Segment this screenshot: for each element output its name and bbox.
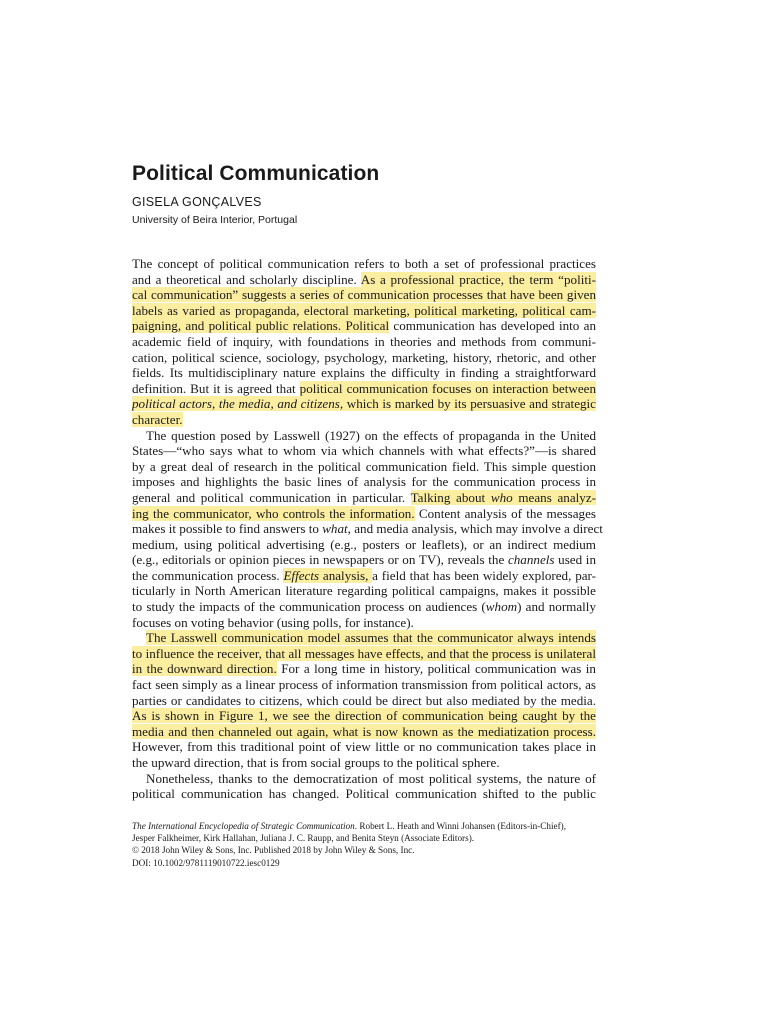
article-body [132,256,603,802]
body-line [132,786,596,802]
author-name: GISELA GONÇALVES [132,195,262,209]
body-line [132,583,596,599]
encyclopedia-title: The International Encyclopedia of Strategic Communication [132,821,355,831]
body-text-segment: States—“who says what to whom via which channels with what effects?”—is shared [132,443,596,459]
body-text-segment: definition. But it is agreed that [132,380,300,396]
highlighted-text: As is shown in Figure 1, we see the direction of communication being caught by the [132,708,596,724]
highlighted-text: cal communication” suggests a series of communication processes that have been given [132,287,596,303]
highlighted-text: political communication focuses on interaction between [299,380,596,396]
body-line [132,599,596,615]
highlighted-text: which is marked by its persuasive and strategic [343,396,596,412]
body-line [132,693,596,709]
body-line [132,303,596,319]
body-text-segment: communication has developed into an [389,318,596,334]
body-text-segment: imposes and highlights the basic lines of analysis for the communication process in [132,474,596,490]
body-text-segment: makes it possible to find answers to [132,521,323,537]
body-line [132,661,596,677]
editors-in-chief: . Robert L. Heath and Winni Johansen (Editors-in-Chief), [354,821,567,831]
highlighted-text: means analyz- [512,489,597,505]
body-line [132,615,596,631]
body-line [132,443,596,459]
body-line [132,318,596,334]
body-line [132,755,596,771]
body-line [132,350,596,366]
body-line [132,568,596,584]
body-text-segment: political communication has changed. Political communication shifted to the public [132,786,596,802]
body-line [132,630,596,646]
body-line [132,428,596,444]
body-text-segment: , and media analysis, which may involve a direct [347,521,603,537]
highlighted-text: character. [132,411,183,427]
body-line [132,490,596,506]
highlighted-text: Effects [283,567,320,583]
highlighted-text: Talking about [410,489,491,505]
body-line [132,334,596,350]
body-line [132,506,596,522]
publication-footnote [132,820,602,869]
body-text-segment: and a theoretical and scholarly discipline. [132,271,361,287]
highlighted-text: media and then channeled out again, what is now known as the mediatization process. [132,723,596,739]
body-text-segment: channels [507,552,555,568]
body-text-segment: The concept of political communication refers to both a set of professional practices [132,256,596,271]
body-line [132,708,596,724]
body-line [132,771,596,787]
highlighted-text: The Lasswell communication model assumes that the communicator always intends [146,630,596,646]
body-text-segment: by a great deal of research in the political communication field. This simple question [132,458,596,474]
body-line [132,739,596,755]
body-text-segment: (e.g., editorials or opinion pieces in newspapers or on TV), reveals the [132,552,508,568]
page-title: Political Communication [132,162,380,185]
body-text-segment: whom [485,599,518,615]
body-text-segment: a field that has been widely explored, par- [372,567,597,583]
body-line [132,537,596,553]
highlighted-text: ing the communicator, who controls the information. [132,505,415,521]
body-text-segment: fields. Its multidisciplinary nature explains the difficulty in finding a straightforward [132,365,596,381]
body-line [132,272,596,288]
body-text-segment: However, from this traditional point of view little or no communication takes place in [132,739,596,755]
body-text-segment: parties or candidates to citizens, which could be direct but also mediated by the media. [132,692,596,708]
body-line [132,646,596,662]
body-text-segment: ) and normally [517,599,596,615]
highlighted-text: analysis, [319,567,373,583]
doi-reference: DOI: 10.1002/9781119010722.iesc0129 [132,857,280,868]
body-text-segment: cation, political science, sociology, psychology, marketing, history, rhetoric, and other [132,349,596,365]
body-text-segment: what [322,521,348,537]
body-text-segment: fact seen simply as a linear process of information transmission from political actors, as [132,677,596,693]
body-line [132,724,596,740]
body-text-segment: medium, using political advertising (e.g., posters or leaflets), or an indirect medium [132,536,596,552]
highlighted-text: political actors, the media, and citizens, [132,396,344,412]
body-text-segment: used in [554,552,596,568]
body-text-segment: focuses on voting behavior (using polls, for instance). [132,614,414,630]
body-text-segment: The question posed by Lasswell (1927) on the effects of propaganda in the United [146,427,596,443]
highlighted-text: As a professional practice, the term “politi- [360,271,596,287]
copyright-notice: © 2018 John Wiley & Sons, Inc. Published 2018 by John Wiley & Sons, Inc. [132,845,415,856]
body-text-segment: to study the impacts of the communication process on audiences ( [132,599,486,615]
body-text-segment: the communication process. [132,567,284,583]
highlighted-text: who [490,489,513,505]
highlighted-text: to influence the receiver, that all messages have effects, and that the process is unilateral [132,645,596,661]
body-line [132,521,603,537]
author-affiliation: University of Beira Interior, Portugal [132,214,298,226]
associate-editors: Jesper Falkheimer, Kirk Hallahan, Juliana J. C. Raupp, and Benita Steyn (Associate Editors). [132,833,475,844]
body-line [132,412,596,428]
body-text-segment: Content analysis of the messages [414,505,596,521]
body-line [132,474,596,490]
body-line [132,381,596,397]
body-line [132,552,596,568]
body-line [132,256,596,272]
body-text-segment: academic field of inquiry, with foundations in theories and methods from communi- [132,333,596,349]
highlighted-text: labels as varied as propaganda, electoral marketing, political marketing, political cam- [132,302,596,318]
footnote-citation-line [132,820,602,832]
body-line [132,677,596,693]
body-text-segment: the upward direction, that is from social groups to the political sphere. [132,755,500,770]
body-line [132,459,596,475]
body-text-segment: Nonetheless, thanks to the democratization of most political systems, the nature of [146,770,596,786]
body-line [132,396,596,412]
body-line [132,287,596,303]
body-text-segment: For a long time in history, political communication was in [276,661,596,677]
highlighted-text: paigning, and political public relations. Political [132,318,390,334]
body-text-segment: ticularly in North American literature regarding political campaigns, makes it possible [132,583,596,599]
highlighted-text: in the downward direction. [132,661,277,677]
body-line [132,365,596,381]
body-text-segment: general and political communication in particular. [132,489,411,505]
